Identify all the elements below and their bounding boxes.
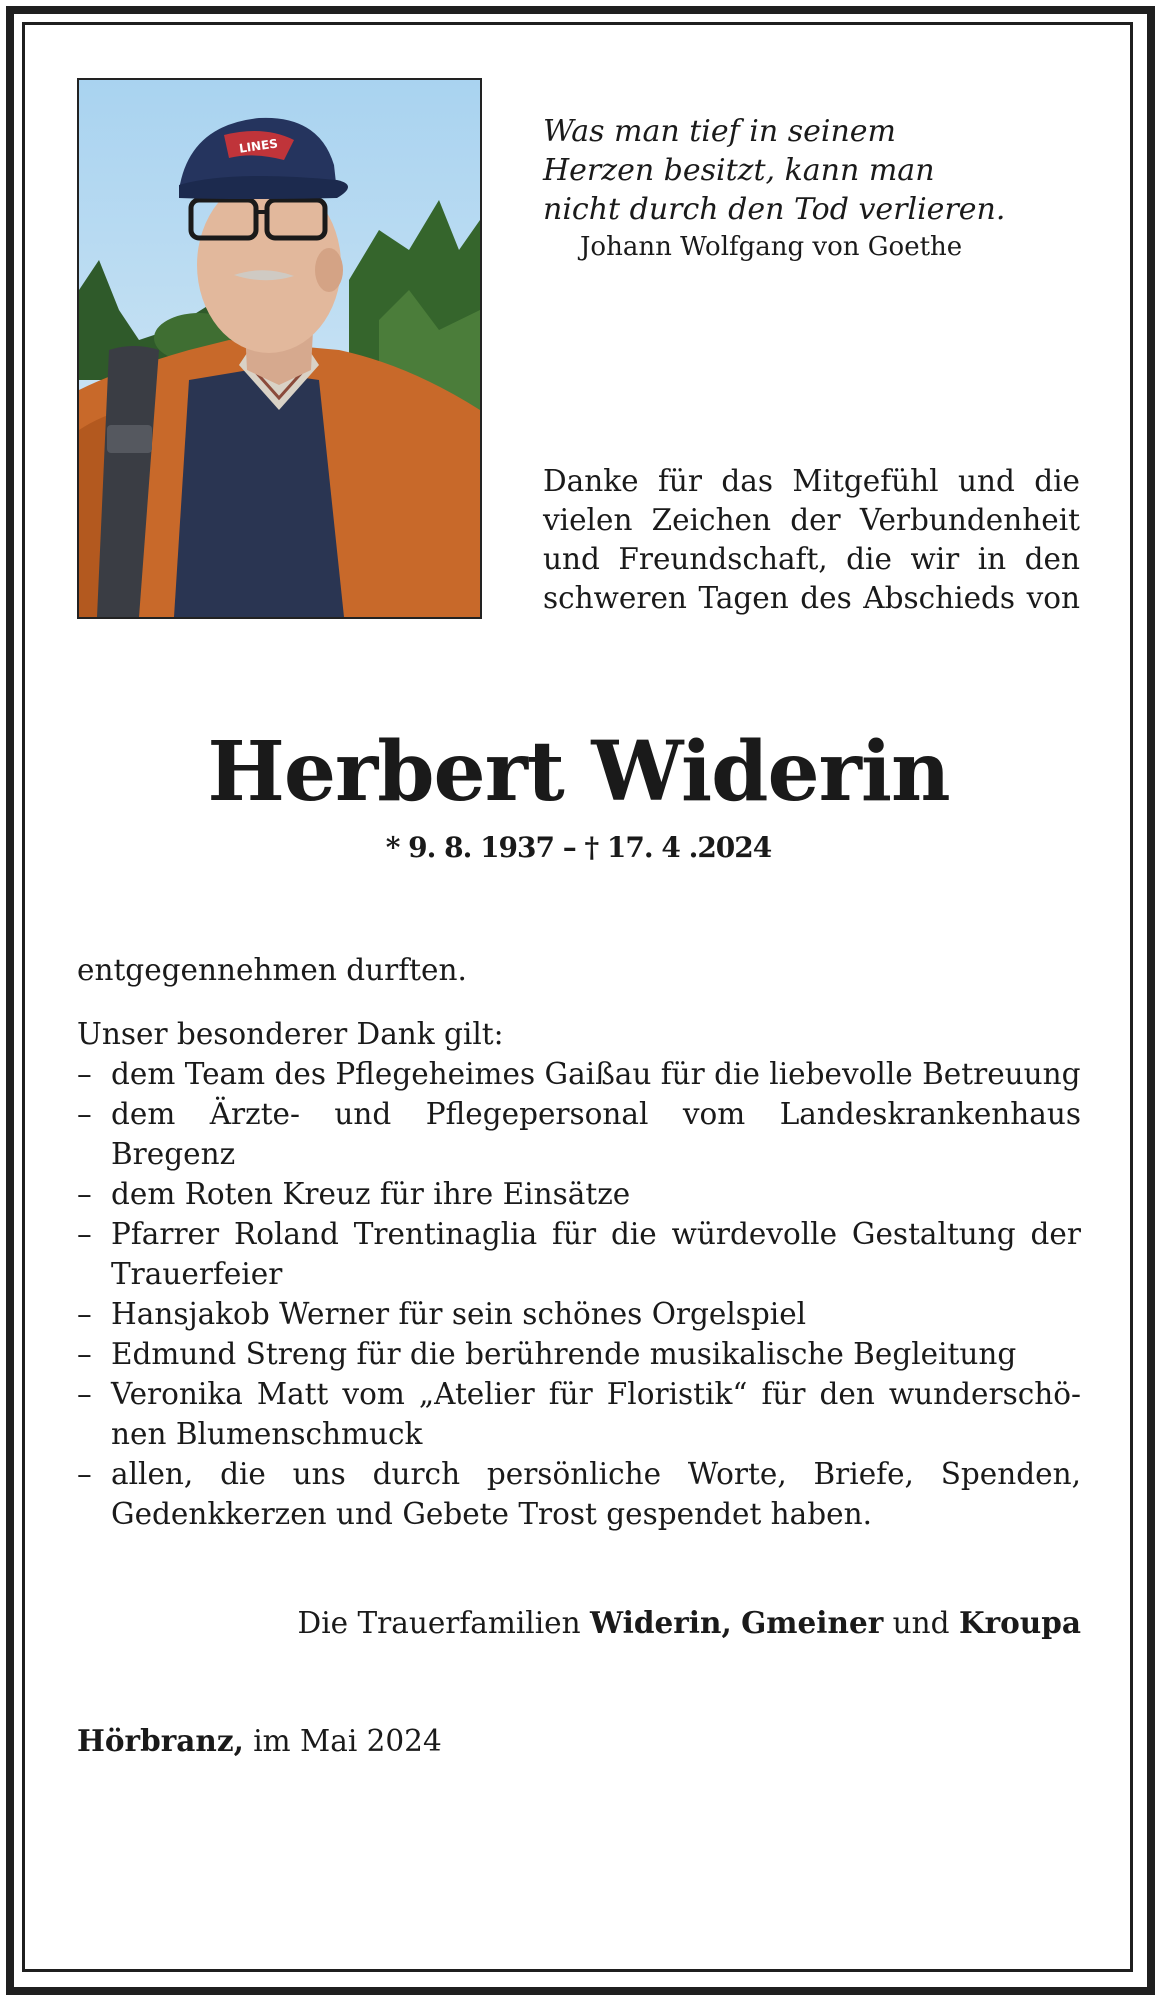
- quote-line: nicht durch den Tod verlieren.: [543, 192, 1006, 227]
- deceased-name: Herbert Widerin: [207, 724, 950, 820]
- list-item: – dem Team des Pflegeheimes Gaißau für die liebevolle Betreuung: [77, 1054, 1081, 1094]
- thanks-list: [77, 1054, 1081, 1534]
- quote-line: Was man tief in seinem: [543, 114, 896, 149]
- intro-line: schweren Tagen des Abschieds von: [543, 581, 1080, 615]
- date-text: im Mai 2024: [253, 1724, 442, 1758]
- thanks-heading: Unser besonderer Dank gilt:: [77, 1017, 504, 1051]
- list-item: – dem Ärzte- und Pflegepersonal vom Landeskrankenhaus Bregenz: [77, 1094, 1081, 1174]
- intro-text: [543, 462, 1080, 618]
- quote-line: Herzen besitzt, kann man: [543, 153, 935, 188]
- goethe-quote: [543, 112, 1023, 265]
- family-signature: [298, 1603, 1081, 1643]
- family-name: Widerin,: [590, 1605, 732, 1640]
- list-item: – Veronika Matt vom „Atelier für Floristik“ für den wunderschö-nen Blumenschmuck: [77, 1374, 1081, 1454]
- family-name: Kroupa: [958, 1605, 1081, 1640]
- signature-conjunction: und: [892, 1606, 950, 1640]
- list-item: – allen, die uns durch persönliche Worte, Briefe, Spenden, Gedenkkerzen und Gebete Trost gespendet haben.: [77, 1454, 1081, 1534]
- intro-line: vielen Zeichen der Verbundenheit: [543, 503, 1080, 537]
- life-dates: * 9. 8. 1937 – † 17. 4 .2024: [385, 831, 772, 864]
- list-item: – Edmund Streng für die berührende musikalische Begleitung: [77, 1334, 1081, 1374]
- list-item: – dem Roten Kreuz für ihre Einsätze: [77, 1174, 1081, 1214]
- svg-text:LINES: LINES: [238, 136, 279, 156]
- intro-line: Danke für das Mitgefühl und die: [543, 464, 1080, 498]
- quote-author: Johann Wolfgang von Goethe: [580, 232, 963, 262]
- thanks-body: [77, 950, 1081, 1534]
- list-item: – Pfarrer Roland Trentinaglia für die würdevolle Gestaltung der Trauerfeier: [77, 1214, 1081, 1294]
- place-name: Hörbranz,: [77, 1723, 244, 1758]
- family-name: Gmeiner: [741, 1605, 884, 1640]
- intro-line: und Freundschaft, die wir in den: [543, 542, 1080, 576]
- signature-prefix: Die Trauerfamilien: [297, 1606, 581, 1640]
- list-item: – Hansjakob Werner für sein schönes Orgelspiel: [77, 1294, 1081, 1334]
- place-date: [77, 1721, 442, 1761]
- continuation-text: entgegennehmen durften.: [77, 953, 467, 987]
- portrait-photo: [77, 78, 482, 619]
